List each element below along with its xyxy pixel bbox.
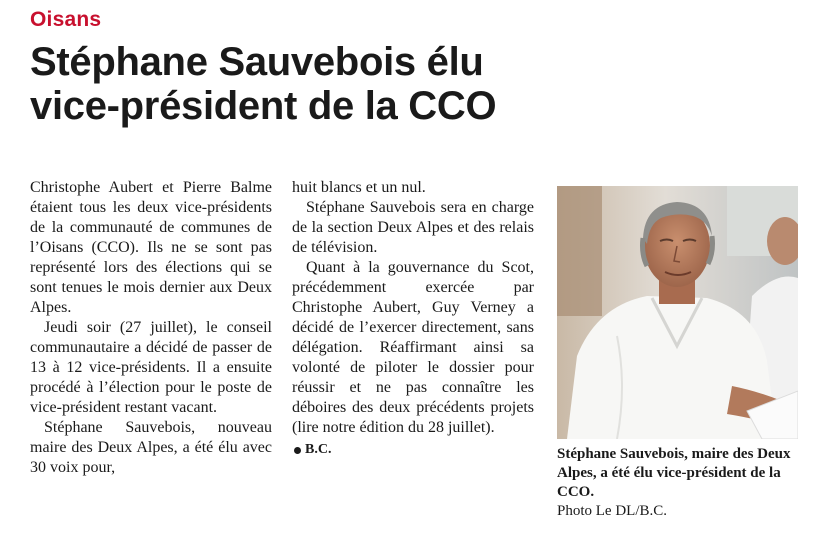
paragraph-3-start: Stéphane Sauvebois, nouveau maire des Deux Alpes, a été élu avec 30 voix pour, [30, 419, 272, 476]
paragraph-1: Christophe Aubert et Pierre Balme étaient tous les deux vice-présidents de la communauté de communes de l’Oisans (CCO). Ils ne se sont pas représenté lors des élections qui se sont tenues le mois dernier aux Deux Alpes. [30, 179, 272, 316]
portrait-photo-illustration [557, 186, 798, 439]
bullet-icon [294, 447, 301, 454]
paragraph-5: Quant à la gouvernance du Scot, précédemment exercée par Christophe Aubert, Guy Verney a décidé de l’exercer directement, sans délégation. Réaffirmant ainsi sa volonté de piloter le dossier pour réussir et ne pas connaître les déboires des deux précédents projets (lire notre édition du 28 juillet). [292, 259, 534, 436]
article-photo [557, 186, 798, 439]
photo-credit: Photo Le DL/B.C. [557, 503, 668, 519]
paragraph-2: Jeudi soir (27 juillet), le conseil communautaire a décidé de passer de 13 à 12 vice-présidents. Il a ensuite procédé à l’élection pour le poste de vice-président restant vacant. [30, 319, 272, 416]
article-column-2 [292, 178, 534, 460]
section-label: Oisans [30, 8, 102, 31]
headline [30, 40, 800, 128]
byline-author: B.C. [305, 442, 332, 457]
paragraph-3-end: huit blancs et un nul. [292, 179, 426, 196]
headline-line-2: vice-président de la CCO [30, 84, 497, 128]
byline [292, 440, 534, 460]
paragraph-4: Stéphane Sauvebois sera en charge de la section Deux Alpes et des relais de télévision. [292, 199, 534, 256]
photo-caption [557, 445, 802, 521]
article-column-1 [30, 178, 272, 478]
headline-line-1: Stéphane Sauvebois élu [30, 40, 484, 84]
caption-text: Stéphane Sauvebois, maire des Deux Alpes, a été élu vice-président de la CCO. [557, 446, 791, 500]
